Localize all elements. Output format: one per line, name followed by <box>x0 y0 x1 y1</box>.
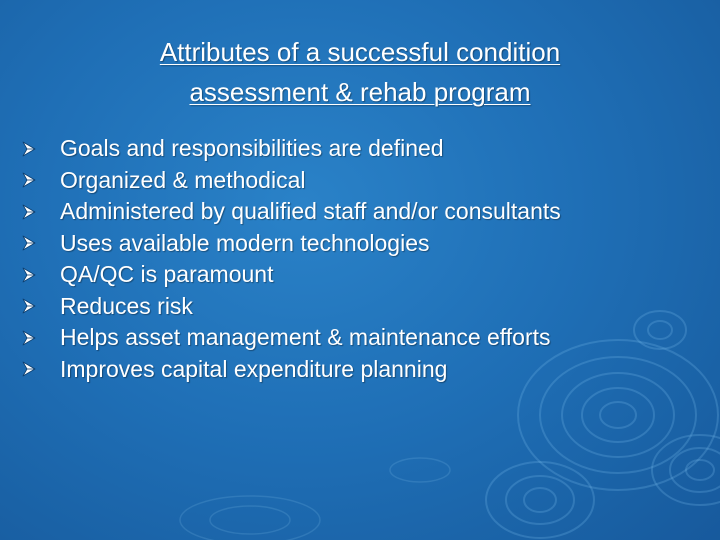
bullet-item <box>22 291 712 323</box>
arrowhead-bullet-icon <box>22 330 44 346</box>
bullet-item <box>22 354 712 386</box>
bullet-text: Administered by qualified staff and/or consultants <box>60 198 561 224</box>
bullet-item <box>22 133 712 165</box>
bullet-item <box>22 196 712 228</box>
bullet-text: Goals and responsibilities are defined <box>60 135 444 161</box>
slide-title <box>60 32 660 112</box>
bullet-list <box>22 133 712 385</box>
arrowhead-bullet-icon <box>22 361 44 377</box>
arrowhead-bullet-icon <box>22 172 44 188</box>
bullet-text: Uses available modern technologies <box>60 229 430 256</box>
title-line-2: assessment & rehab program <box>189 77 531 107</box>
arrowhead-bullet-icon <box>22 267 44 283</box>
bullet-item <box>22 322 712 354</box>
arrowhead-bullet-icon <box>22 141 44 157</box>
arrowhead-bullet-icon <box>22 235 44 251</box>
bullet-text: Reduces risk <box>60 292 193 319</box>
bullet-item <box>22 259 712 291</box>
title-line-1: Attributes of a successful condition <box>159 37 561 67</box>
bullet-item <box>22 165 712 197</box>
arrowhead-bullet-icon <box>22 204 44 220</box>
bullet-text: QA/QC is paramount <box>60 261 274 287</box>
bullet-text: Improves capital expenditure planning <box>60 355 448 382</box>
bullet-text: Helps asset management & maintenance efforts <box>60 324 551 350</box>
bullet-text: Organized & methodical <box>60 166 306 193</box>
arrowhead-bullet-icon <box>22 298 44 314</box>
bullet-item <box>22 228 712 260</box>
